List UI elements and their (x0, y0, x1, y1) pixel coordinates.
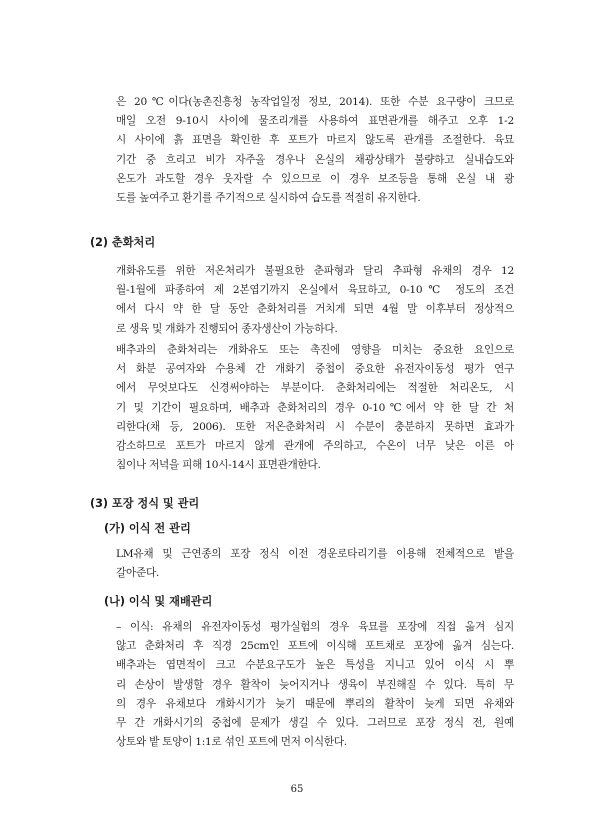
text-line: – 이식: 유채의 유전자이동성 평가실험의 경우 육묘를 포장에 직접 옮겨 심지 (116, 621, 514, 633)
text-line: 배추과의 춘화처리는 개화유도 또는 촉진에 영향을 미치는 중요한 요인으로 (116, 344, 514, 356)
text-line: LM유채 및 근연종의 포장 정식 이전 경운로타리기를 이용해 전체적으로 밭을 (116, 548, 514, 560)
text-line: 기 및 기간이 필요하며, 배추과 춘화처리의 경우 0-10℃에서 약 한 달 간 처 (116, 401, 514, 414)
text-line: 은 20℃이다(농촌진흥청 농작업일정 정보, 2014). 또한 수분 요구량이 크므로 (116, 96, 514, 108)
pre-transplant-paragraph (116, 545, 514, 583)
subsection-heading-transplant-cultivation: (나) 이식 및 재배관리 (104, 595, 213, 608)
text-line: 배추과는 엽면적이 크고 수분요구도가 높은 특성을 지니고 있어 이식 시 뿌 (116, 659, 514, 672)
text-line: 리 손상이 발생할 경우 활착이 늦어지거나 생육이 부진해질 수 있다. 특히 무 (116, 678, 514, 691)
section-heading-field-planting: (3) 포장 정식 및 관리 (90, 497, 200, 510)
text-line: 온도가 과도할 경우 웃자랄 수 있으므로 이 경우 보조등을 통해 온실 내 광 (116, 172, 514, 185)
intro-paragraph (116, 93, 514, 208)
text-line: 에서 무엇보다도 신경써야하는 부분이다. 춘화처리에는 적절한 처리온도, 시 (116, 382, 514, 395)
subsection-heading-pre-transplant: (가) 이식 전 관리 (104, 522, 191, 535)
text-line: 에서 다시 약 한 달 동안 춘화처리를 거치게 되면 4월 말 이후부터 정상적으 (116, 303, 514, 316)
text-line: 도를 높여주고 환기를 주기적으로 실시하여 습도를 적절히 유지한다. (116, 192, 421, 205)
section-heading-vernalization: (2) 춘화처리 (90, 236, 156, 249)
vernalization-paragraph-2 (116, 341, 514, 475)
text-line: 상토와 밭 토양이 1:1로 섞인 포트에 먼저 이식한다. (116, 736, 347, 749)
text-line: 개화유도를 위한 저온처리가 불필요한 춘파형과 달리 추파형 유채의 경우 12 (116, 265, 514, 277)
text-line: 리한다(채 등, 2006). 또한 저온춘화처리 시 수분이 충분하지 못하면 효과가 (116, 420, 514, 433)
vernalization-paragraph-1 (116, 262, 514, 339)
text-line: 감소하므로 포트가 마르지 않게 관개에 주의하고, 수온이 너무 낮은 이른 아 (116, 440, 514, 453)
text-line: 무 간 개화시기의 중첩에 문제가 생길 수 있다. 그러므로 포장 정식 전, 원예 (116, 717, 514, 730)
text-line: 매일 오전 9-10시 사이에 물조리개를 사용하여 표면관개를 해주고 오후 1-2 (116, 115, 514, 128)
transplant-paragraph (116, 618, 514, 752)
text-line: 않고 춘화처리 후 직경 25cm인 포트에 이식해 포트채로 포장에 옮겨 심는다. (116, 640, 514, 653)
text-line: 서 화분 공여자와 수용체 간 개화기 중첩이 중요한 유전자이동성 평가 연구 (116, 363, 514, 376)
text-line: 월-1월에 파종하여 제 2본엽기까지 온실에서 육묘하고, 0-10℃ 정도의 조건 (116, 284, 514, 297)
text-line: 갈아준다. (116, 567, 160, 580)
text-line: 침이나 저녁을 피해 10시-14시 표면관개한다. (116, 459, 321, 472)
text-line: 로 생육 및 개화가 진행되어 종자생산이 가능하다. (116, 322, 338, 335)
text-line: 기간 중 흐리고 비가 자주올 경우나 온실의 채광상태가 불량하고 실내습도와 (116, 153, 514, 166)
page-number: 65 (290, 784, 304, 795)
text-line: 시 사이에 흙 표면을 확인한 후 포트가 마르지 않도록 관개를 조절한다. 육묘 (116, 134, 514, 147)
text-line: 의 경우 유채보다 개화시기가 늦기 때문에 뿌리의 활착이 늦게 되면 유채와 (116, 697, 514, 710)
